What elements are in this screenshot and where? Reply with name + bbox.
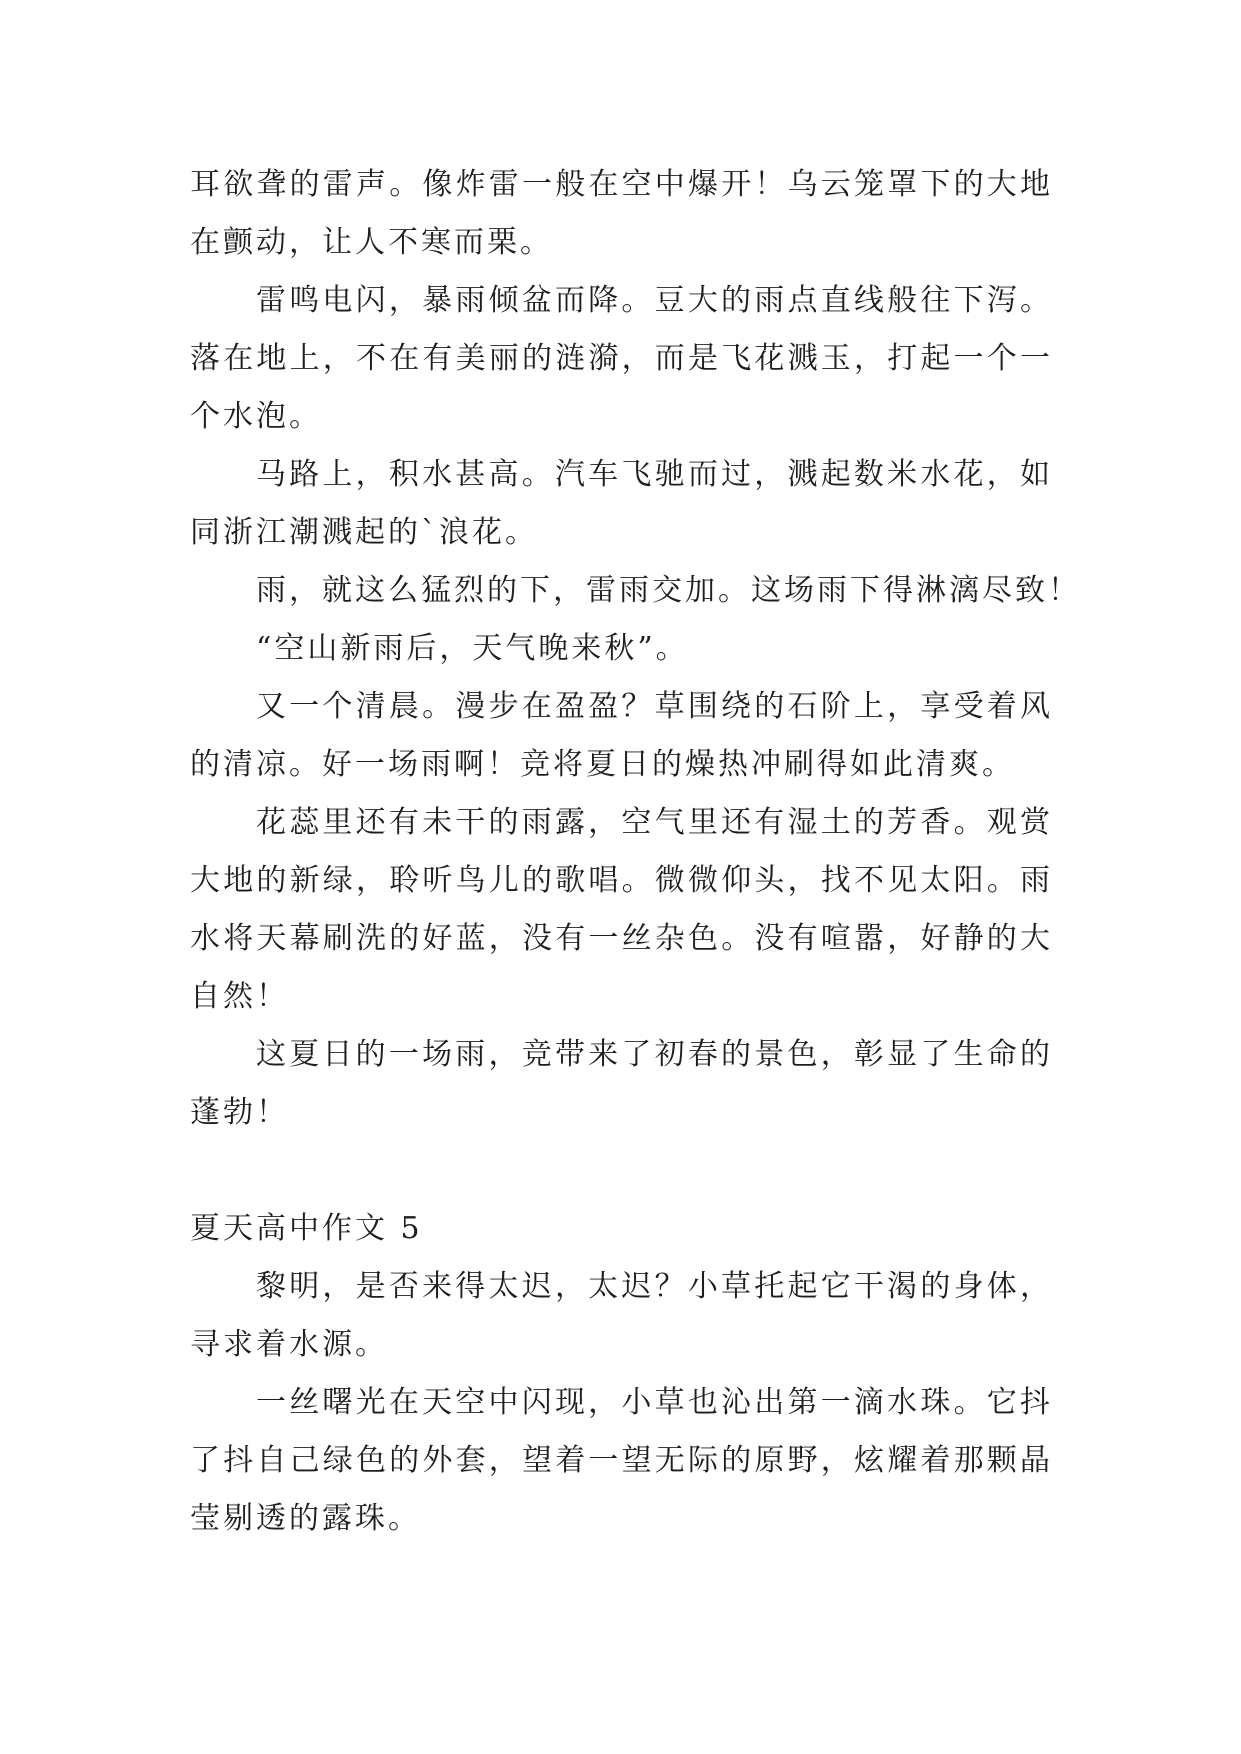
text-line: 在颤动，让人不寒而栗。: [190, 225, 553, 260]
paragraph: [190, 678, 1050, 794]
text-line: 蓬勃！: [190, 1095, 289, 1130]
paragraph: [190, 794, 1050, 1026]
paragraph: [190, 272, 1050, 446]
text-line: 个水泡。: [190, 399, 322, 434]
text-line: 自然！: [190, 979, 289, 1014]
section-heading: 夏天高中作文 5: [190, 1211, 423, 1246]
paragraph: [190, 446, 1050, 562]
text-line: 花蕊里还有未干的雨露，空气里还有湿土的芳香。观赏: [256, 805, 1050, 840]
text-line: 又一个清晨。漫步在盈盈？草围绕的石阶上，享受着风: [256, 689, 1050, 724]
paragraph: [190, 156, 1050, 272]
text-line: 落在地上，不在有美丽的涟漪，而是飞花溅玉，打起一个一: [190, 341, 1050, 376]
text-line: 黎明，是否来得太迟，太迟？小草托起它干渴的身体，: [256, 1269, 1050, 1304]
paragraph: [190, 562, 1081, 620]
paragraph: [190, 1026, 1050, 1142]
text-line: 的清凉。好一场雨啊！竞将夏日的燥热冲刷得如此清爽。: [190, 747, 1015, 782]
text-line: 马路上，积水甚高。汽车飞驰而过，溅起数米水花，如: [256, 457, 1050, 492]
text-line: 了抖自己绿色的外套，望着一望无际的原野，炫耀着那颗晶: [190, 1443, 1050, 1478]
text-line: 雨，就这么猛烈的下，雷雨交加。这场雨下得淋漓尽致！: [256, 573, 1081, 608]
text-line: 同浙江潮溅起的`浪花。: [190, 515, 538, 550]
text-line: 雷鸣电闪，暴雨倾盆而降。豆大的雨点直线般往下泻。: [256, 283, 1050, 318]
text-line: “空山新雨后，天气晚来秋”。: [256, 631, 689, 666]
document-body: [190, 156, 1081, 1548]
blank-line: [190, 1142, 1050, 1200]
text-line: 寻求着水源。: [190, 1327, 388, 1362]
paragraph: [190, 1258, 1050, 1374]
paragraph: [190, 620, 1050, 678]
paragraph: [190, 1374, 1050, 1548]
text-line: 大地的新绿，聆听鸟儿的歌唱。微微仰头，找不见太阳。雨: [190, 863, 1050, 898]
text-line: 耳欲聋的雷声。像炸雷一般在空中爆开！乌云笼罩下的大地: [190, 167, 1050, 202]
text-line: 这夏日的一场雨，竞带来了初春的景色，彰显了生命的: [256, 1037, 1050, 1072]
text-line: 莹剔透的露珠。: [190, 1501, 421, 1536]
text-line: 水将天幕刷洗的好蓝，没有一丝杂色。没有喧嚣，好静的大: [190, 921, 1050, 956]
text-line: 一丝曙光在天空中闪现，小草也沁出第一滴水珠。它抖: [256, 1385, 1050, 1420]
